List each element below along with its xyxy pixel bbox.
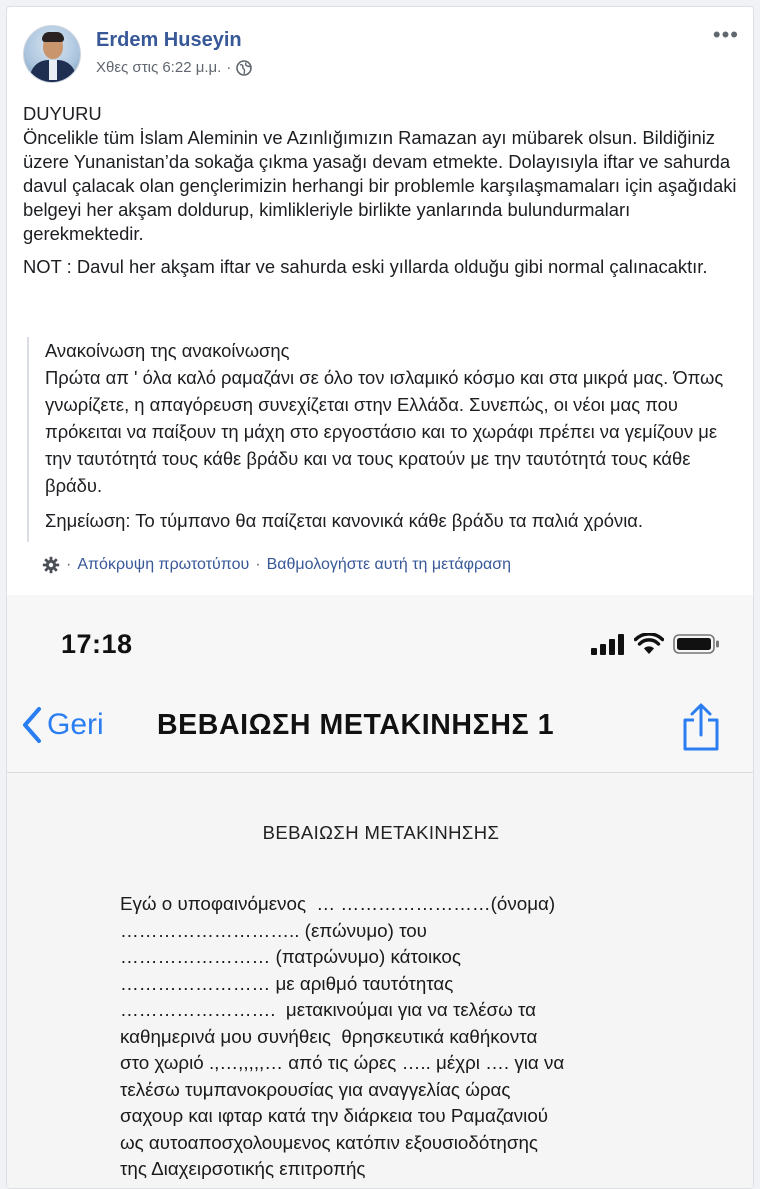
phone-nav-bar bbox=[7, 695, 754, 773]
rate-translation-link[interactable]: Βαθμολογήστε αυτή τη μετάφραση bbox=[266, 556, 512, 573]
nav-title: ΒΕΒΑΙΩΣΗ ΜΕΤΑΚΙΝΗΣΗΣ 1 bbox=[157, 709, 555, 741]
document-preview bbox=[7, 774, 754, 1189]
wifi-icon bbox=[634, 633, 664, 655]
post-card bbox=[6, 6, 754, 1189]
signal-icon bbox=[591, 633, 625, 655]
post-text bbox=[23, 102, 743, 288]
more-options-icon[interactable]: ••• bbox=[712, 22, 739, 47]
hide-original-link[interactable]: Απόκρυψη πρωτοτύπου bbox=[77, 556, 250, 573]
phone-status-bar bbox=[7, 595, 754, 695]
translation-paragraph: Σημείωση: Το τύμπανο θα παίζεται κανονικά κάθε βράδυ τα παλιά χρόνια. bbox=[45, 510, 644, 531]
post-timestamp[interactable]: Χθες στις 6:22 μ.μ. bbox=[96, 59, 222, 76]
battery-icon bbox=[673, 633, 721, 655]
meta-separator: · bbox=[226, 59, 232, 76]
separator: · bbox=[66, 556, 72, 573]
post-meta bbox=[96, 59, 252, 76]
globe-icon[interactable] bbox=[236, 60, 252, 76]
translation-block bbox=[27, 337, 745, 542]
status-icons bbox=[591, 633, 721, 655]
share-icon[interactable] bbox=[681, 703, 721, 753]
translation-actions bbox=[42, 556, 511, 574]
gear-icon[interactable] bbox=[42, 556, 60, 574]
post-header bbox=[23, 22, 739, 87]
back-label: Geri bbox=[47, 708, 104, 741]
post-paragraph: DUYURU Öncelikle tüm İslam Aleminin ve Azınlığımızın Ramazan ayı mübarek olsun. Bildiğiniz üzere Yunanistan’da sokağa çıkma yasağı devam etmekte. Dolayısıyla iftar ve sahurda davul çalacak olan gençlerimizin herhangi bir problemle karşılaşmamaları için aşağıdaki belgeyi her akşam doldurup, kimlikleriyle birlikte yanlarında bulundurmaları gerekmektedir. bbox=[23, 103, 737, 244]
document-heading: ΒΕΒΑΙΩΣΗ ΜΕΤΑΚΙΝΗΣΗΣ bbox=[262, 822, 500, 843]
document-body: Εγώ ο υποφαινόμενος … ……………………(όνομα) ……………………….. (επώνυμο) του …………………… (πατρώνυμο) κάτοικος …………………… με αριθμό ταυτότητας ……………………. μετακινούμαι για να τελέσω τα καθημερινά μου συνήθεις θρησκευτικά καθήκοντα στο χωριό .,…,,,,,… από τις ώρες ….. μέχρι …. για να τελέσω τυμπανοκρουσίας για αναγγελίας ώρας σαχουρ και ιφταρ κατά την διάρκεια του Ραμαζανιού ως αυτοαποσχολουμενος κατόπιν εξουσιοδότησης της Διαχειρσοτικής επιτροπής bbox=[120, 893, 565, 1179]
avatar[interactable] bbox=[23, 25, 81, 83]
author-name[interactable]: Erdem Huseyin bbox=[96, 29, 242, 51]
back-button[interactable] bbox=[21, 705, 104, 745]
chevron-left-icon bbox=[21, 705, 43, 745]
translation-paragraph: Ανακοίνωση της ανακοίνωσης Πρώτα απ ' όλα καλό ραμαζάνι σε όλο τον ισλαμικό κόσμο και στα μικρά μας. Όπως γνωρίζετε, η απαγόρευση συνεχίζεται στην Ελλάδα. Συνεπώς, οι νέοι μας που πρόκειται να παίξουν τη μάχη στο εργοστάσιο και το χωράφι πρέπει να γεμίζουν με την ταυτότητά τους κάθε βράδυ και να τους κρατούν με την ταυτότητά τους κάθε βράδυ. bbox=[45, 340, 724, 496]
status-time: 17:18 bbox=[61, 629, 133, 659]
separator: · bbox=[255, 556, 261, 573]
post-paragraph: NOT : Davul her akşam iftar ve sahurda eski yıllarda olduğu gibi normal çalınacaktır. bbox=[23, 256, 708, 277]
attached-photo[interactable] bbox=[7, 595, 754, 1189]
